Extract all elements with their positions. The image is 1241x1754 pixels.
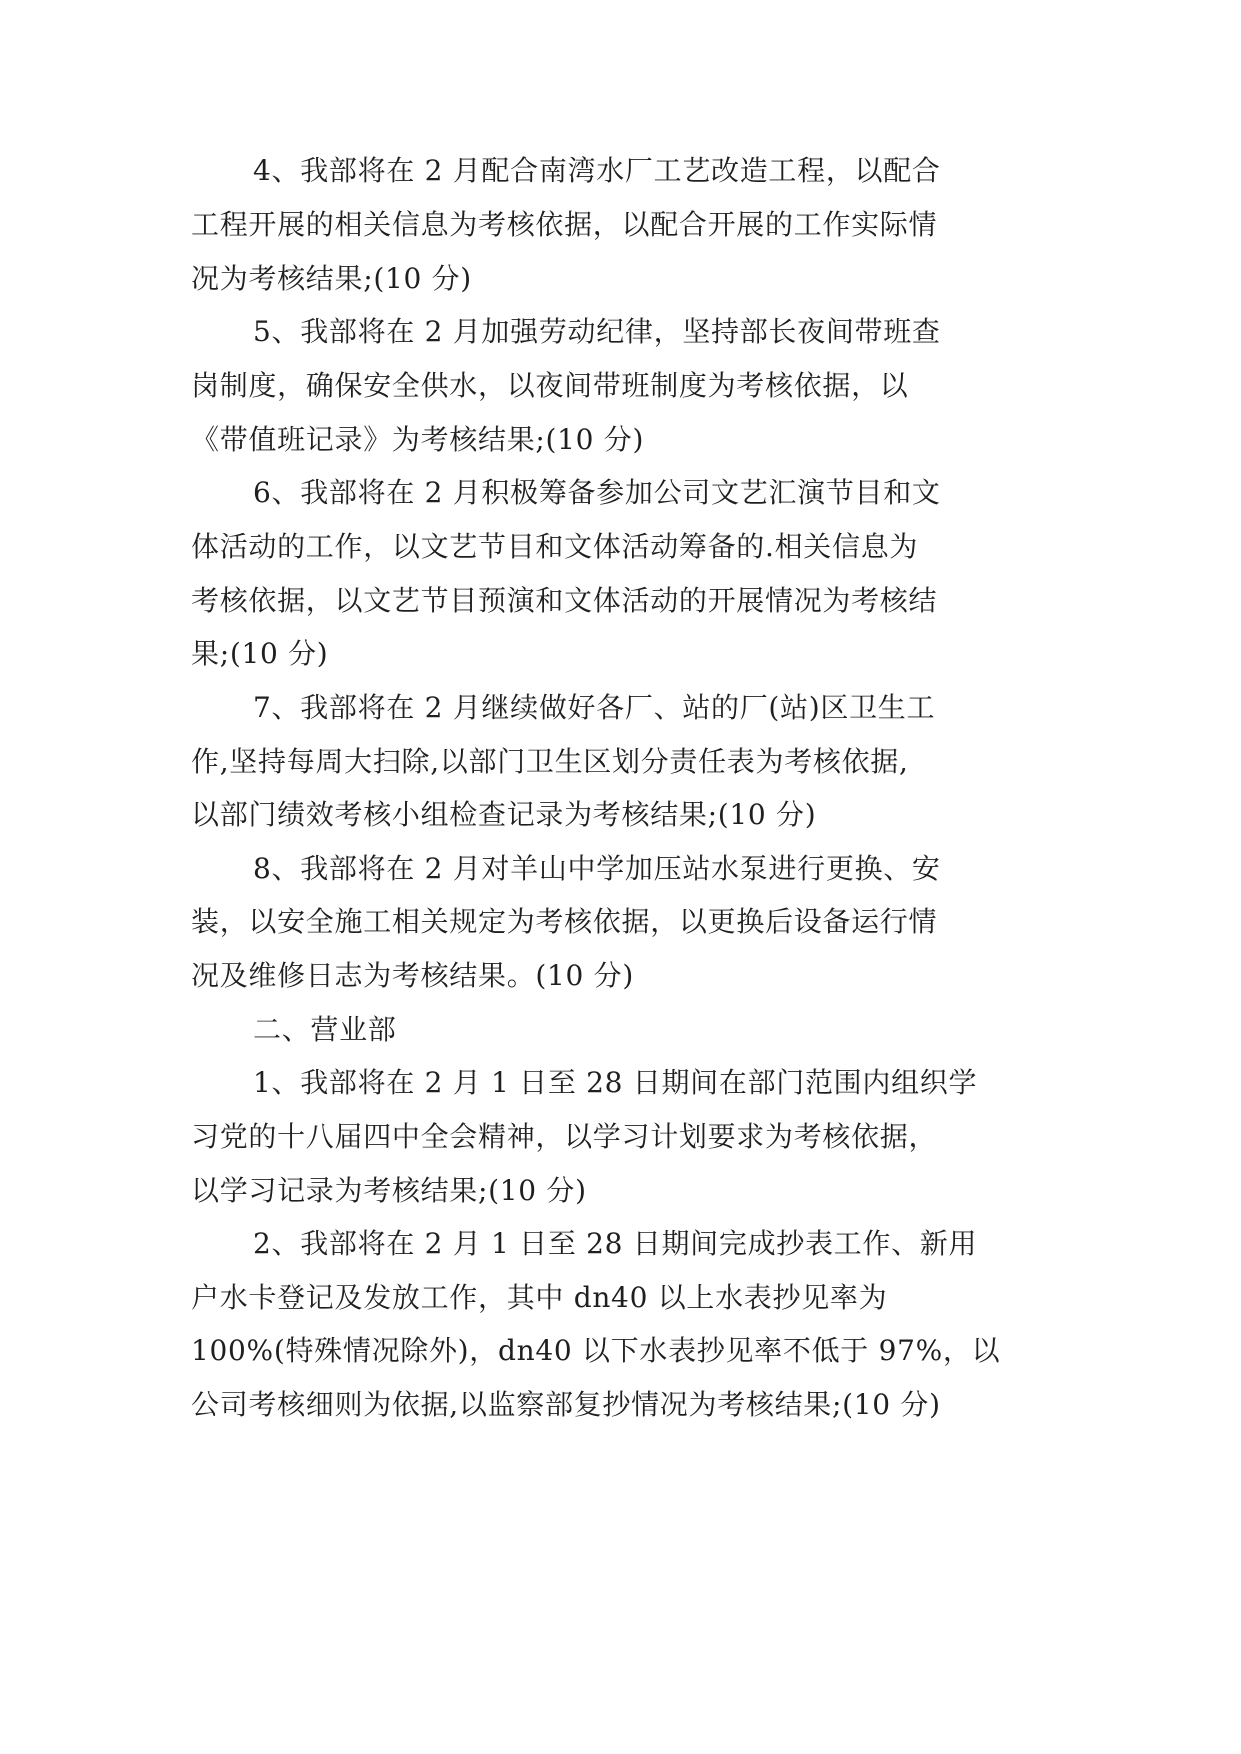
paragraph-4-line-3: 况为考核结果;(10 分) <box>191 262 472 295</box>
paragraph-5-line-2: 岗制度，确保安全供水，以夜间带班制度为考核依据，以 <box>191 369 909 402</box>
business-paragraph-1-line-3: 以学习记录为考核结果;(10 分) <box>191 1174 587 1207</box>
business-paragraph-2-line-1: 2、我部将在 2 月 1 日至 28 日期间完成抄表工作、新用 <box>253 1227 978 1260</box>
paragraph-5-line-3: 《带值班记录》为考核结果;(10 分) <box>191 423 645 456</box>
paragraph-8-line-1: 8、我部将在 2 月对羊山中学加压站水泵进行更换、安 <box>253 852 941 885</box>
paragraph-8-line-2: 装，以安全施工相关规定为考核依据，以更换后设备运行情 <box>191 905 938 938</box>
paragraph-6-line-1: 6、我部将在 2 月积极筹备参加公司文艺汇演节目和文 <box>253 476 941 509</box>
section-heading-business-department: 二、营业部 <box>253 1013 397 1046</box>
paragraph-5-line-1: 5、我部将在 2 月加强劳动纪律，坚持部长夜间带班查 <box>253 315 941 348</box>
paragraph-7-line-3: 以部门绩效考核小组检查记录为考核结果;(10 分) <box>191 798 817 831</box>
paragraph-4-line-1: 4、我部将在 2 月配合南湾水厂工艺改造工程，以配合 <box>253 154 941 187</box>
paragraph-6-line-4: 果;(10 分) <box>191 637 329 670</box>
business-paragraph-2-line-4: 公司考核细则为依据,以监察部复抄情况为考核结果;(10 分) <box>191 1388 941 1421</box>
paragraph-8-line-3: 况及维修日志为考核结果。(10 分) <box>191 959 634 992</box>
business-paragraph-2-line-3: 100%(特殊情况除外)，dn40 以下水表抄见率不低于 97%，以 <box>191 1334 1001 1367</box>
paragraph-6-line-2: 体活动的工作，以文艺节目和文体活动筹备的.相关信息为 <box>191 530 919 563</box>
paragraph-6-line-3: 考核依据，以文艺节目预演和文体活动的开展情况为考核结 <box>191 584 938 617</box>
business-paragraph-2-line-2: 户水卡登记及发放工作，其中 dn40 以上水表抄见率为 <box>191 1281 888 1314</box>
paragraph-7-line-2: 作,坚持每周大扫除,以部门卫生区划分责任表为考核依据, <box>191 745 909 778</box>
business-paragraph-1-line-1: 1、我部将在 2 月 1 日至 28 日期间在部门范围内组织学 <box>253 1066 978 1099</box>
paragraph-7-line-1: 7、我部将在 2 月继续做好各厂、站的厂(站)区卫生工 <box>253 691 936 724</box>
business-paragraph-1-line-2: 习党的十八届四中全会精神，以学习计划要求为考核依据， <box>191 1120 938 1153</box>
paragraph-4-line-2: 工程开展的相关信息为考核依据，以配合开展的工作实际情 <box>191 208 938 241</box>
